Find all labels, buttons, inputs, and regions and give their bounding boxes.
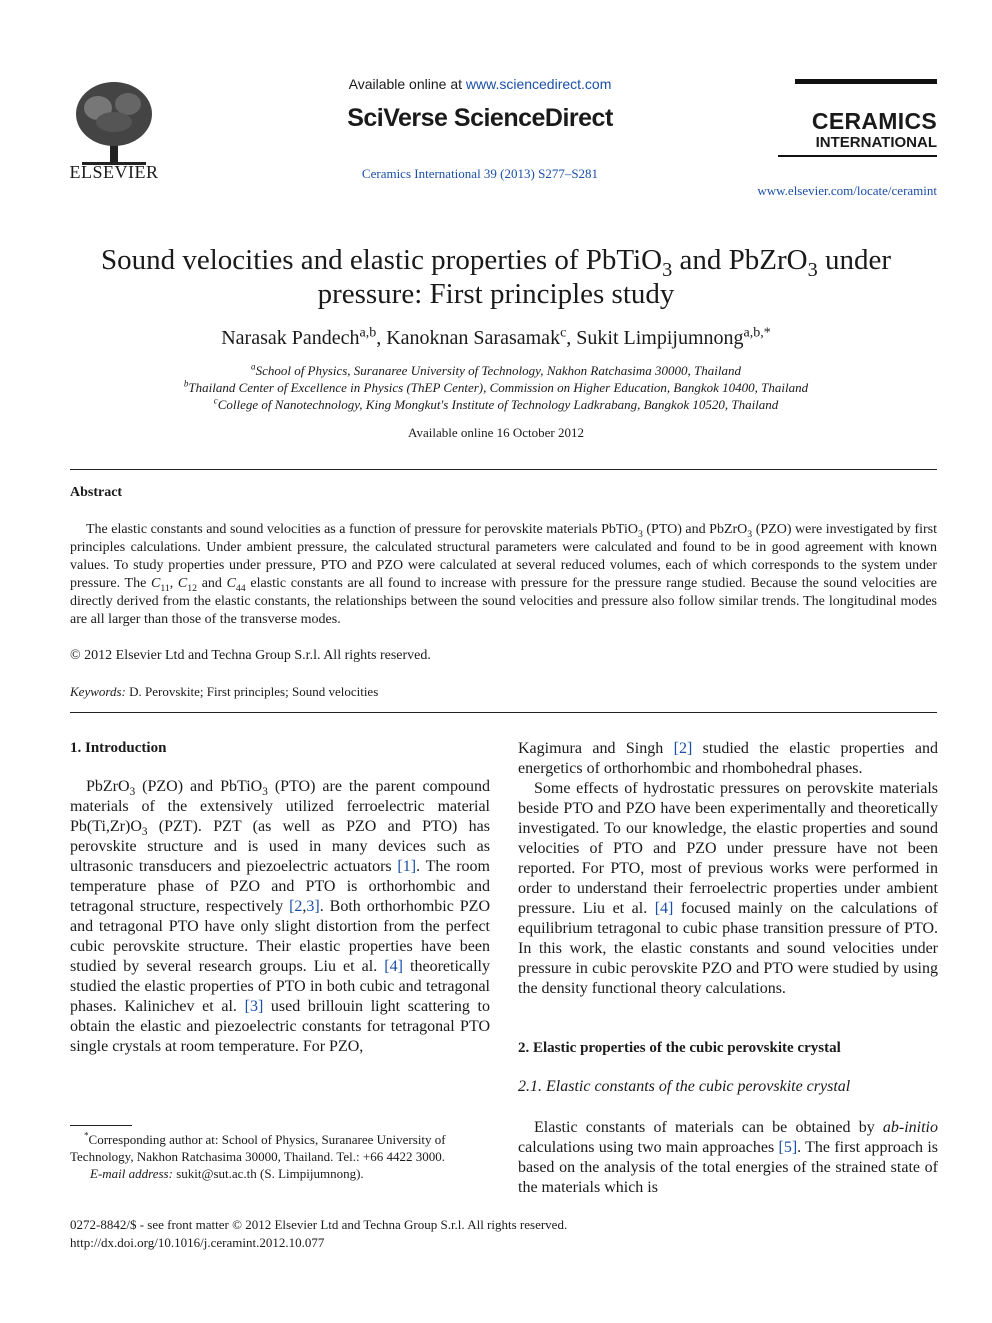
ref-4b-link[interactable]: [4]	[654, 900, 674, 917]
available-online-date: Available online 16 October 2012	[408, 425, 584, 440]
keywords: Keywords: D. Perovskite; First principles; Sound velocities	[70, 684, 379, 699]
front-matter-line: 0272-8842/$ - see front matter © 2012 Elsevier Ltd and Techna Group S.r.l. All rights reserved.	[70, 1217, 568, 1232]
available-online-line: Available online at www.sciencedirect.com	[348, 76, 612, 92]
corresponding-author-footnote: *Corresponding author at: School of Physics, Suranaree University of Technology, Nakhon Ratchasima 30000, Thailand. Tel.: +66 4422 3000. E-mail address: sukit@sut.ac.th (S. Limpijumnong).	[70, 1130, 446, 1181]
author-list: Narasak Pandech$^{a,b}$, Kanoknan Sarasamak$^c$, Sukit Limpijumnong$^{a,b,*}$	[221, 325, 771, 349]
affiliation-b: $^b$Thailand Center of Excellence in Physics (ThEP Center), Commission on Higher Education, Bangkok 10400, Thailand	[183, 378, 809, 395]
doi-link[interactable]: http://dx.doi.org/10.1016/j.ceramint.2012.10.077	[70, 1235, 325, 1250]
section-2-1-text: Elastic constants of materials can be obtained by ab-initio calculations using two main approaches [5]. The first approach is based on the analysis of the total energies of the strained state of the materials which is	[518, 1119, 938, 1196]
affiliation-a: $^a$School of Physics, Suranaree University of Technology, Nakhon Ratchasima 30000, Thailand	[251, 361, 741, 378]
section-2-1-heading: 2.1. Elastic constants of the cubic perovskite crystal	[518, 1078, 851, 1095]
divider-abstract	[70, 712, 937, 713]
affiliation-c: $^c$College of Nanotechnology, King Mongkut's Institute of Technology Ladkrabang, Bangkok 10520, Thailand	[213, 395, 779, 412]
author-sarasamak[interactable]: , Kanoknan Sarasamak	[376, 327, 561, 349]
divider-top	[70, 469, 937, 470]
section-2-heading: 2. Elastic properties of the cubic perovskite crystal	[518, 1040, 841, 1056]
ref-4-link[interactable]: [4]	[384, 958, 403, 975]
ref-2b-link[interactable]: [2]	[673, 740, 693, 757]
abstract-text: The elastic constants and sound velocities as a function of pressure for perovskite materials PbTiO$_3$ (PTO) and PbZrO$_3$ (PZO) were investigated by first principles calculations. Under ambient pressure, the calculated structural parameters were calculated and found to be in good agreement with known values. To study properties under pressure, PTO and PZO were calculated at several reduced volumes, each of which corresponds to the system under pressure. The $C_{11}$, $C_{12}$ and $C_{44}$ elastic constants are all found to increase with pressure for the pressure range studied. Because the sound velocities are directly derived from the elastic constants, the relationships between the sound velocities and pressure also follow similar trends. The longitudinal modes are all larger than those of the transverse modes.	[70, 522, 938, 627]
footnote-rule	[70, 1125, 132, 1126]
author-limpijumnong[interactable]: , Sukit Limpijumnong	[566, 327, 744, 349]
elsevier-tree-logo	[68, 78, 160, 170]
page-footer	[70, 1216, 567, 1252]
article-title: Sound velocities and elastic properties of PbTiO$_3$ and PbZrO$_3$ under pressure: First principles study	[100, 244, 892, 310]
journal-homepage-link[interactable]: www.elsevier.com/locate/ceramint	[757, 183, 937, 198]
journal-rule-divider	[778, 155, 937, 157]
abstract-copyright: © 2012 Elsevier Ltd and Techna Group S.r.l. All rights reserved.	[70, 648, 431, 663]
ref-3b-link[interactable]: [3]	[244, 998, 264, 1015]
section-1-heading: 1. Introduction	[70, 740, 167, 756]
column-2-text: Kagimura and Singh [2] studied the elastic properties and energetics of orthorhombic and rhombohedral phases. Some effects of hydrostatic pressures on perovskite materials beside PTO and PZO have been experimentally and theoretically investigated. To our knowledge, the elastic properties and sound velocities of PTO and PZO under pressure have not been reported. For PTO, most of previous works were performed in order to understand their ferroelectric properties under ambient pressure. Liu et al. [4] focused mainly on the calculations of equilibrium tetragonal to cubic phase transition pressure of PTO. In this work, the elastic constants and sound velocities under pressure in cubic perovskite PZO and PTO were studied by using the density functional theory calculations.	[518, 740, 938, 997]
ref-3-link[interactable]: 3]	[306, 898, 320, 915]
journal-name-sub: INTERNATIONAL	[815, 134, 937, 151]
ref-1-link[interactable]: [1]	[397, 858, 417, 875]
sciverse-brand: SciVerse ScienceDirect	[347, 104, 613, 132]
email-link[interactable]: sukit@sut.ac.th (S. Limpijumnong).	[172, 1166, 364, 1181]
journal-reference[interactable]: Ceramics International 39 (2013) S277–S281	[361, 166, 599, 181]
journal-name-main: CERAMICS	[811, 108, 937, 134]
abstract-heading: Abstract	[70, 485, 123, 500]
elsevier-logo-text: ELSEVIER	[69, 162, 159, 182]
ref-5-link[interactable]: [5]	[778, 1139, 798, 1156]
author-pandech[interactable]: Narasak Pandech	[221, 327, 360, 349]
sciencedirect-link[interactable]: www.sciencedirect.com	[465, 76, 612, 92]
section-1-text: PbZrO$_3$ (PZO) and PbTiO$_3$ (PTO) are the parent compound materials of the extensively utilized ferroelectric material $Pb(Ti,Zr)O_3$ (PZT). PZT (as well as PZO and PTO) has perovskite structure and is used in many devices such as ultrasonic transducers and piezoelectric actuators [1]. The room temperature phase of PZO and PTO is orthorhombic and tetragonal structure, respectively [2,3]. Both orthorhombic PZO and tetragonal PTO have only slight distortion from the perfect cubic perovskite structure. Their elastic properties have been studied by several research groups. Liu et al. [4] theoretically studied the elastic properties of PTO in both cubic and tetragonal phases. Kalinichev et al. [3] used brillouin light scattering to obtain the elastic and piezoelectric constants for tetragonal PTO single crystals at room temperature. For PZO,	[70, 778, 491, 1055]
journal-bar-decor	[795, 79, 937, 84]
ref-2-link[interactable]: [2	[289, 898, 303, 915]
